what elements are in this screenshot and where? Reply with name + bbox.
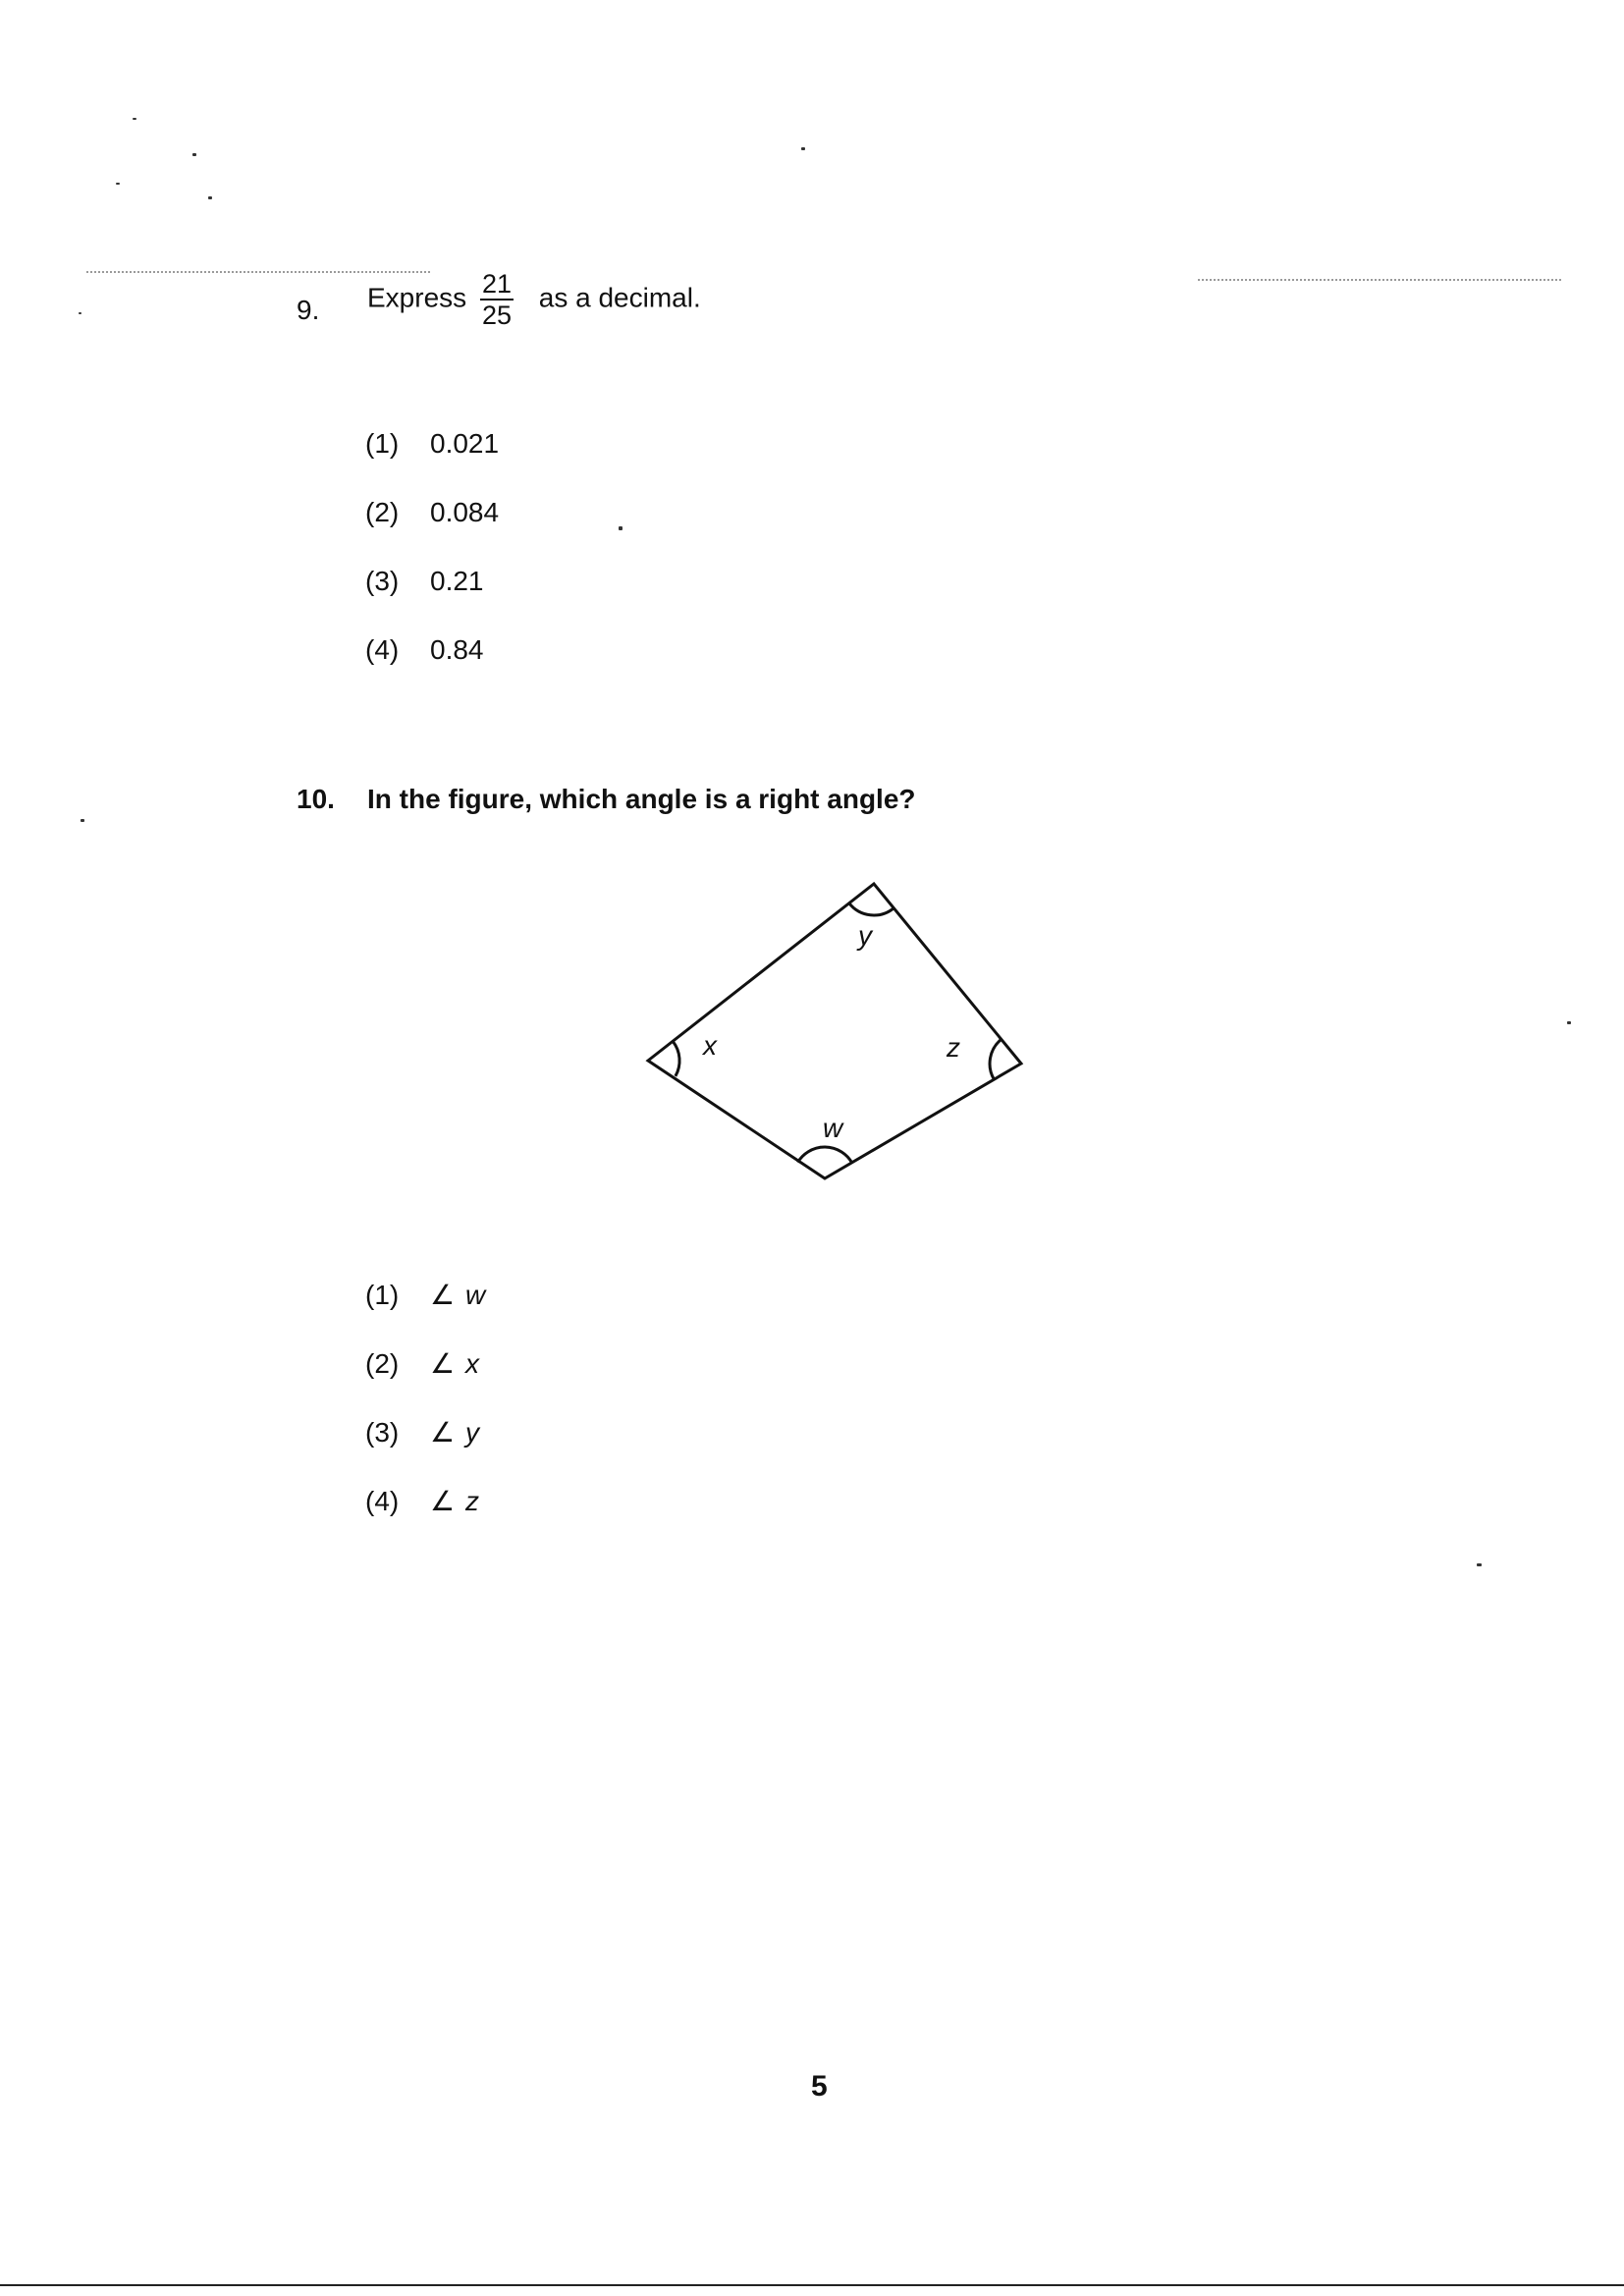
option-value: y [465,1417,479,1448]
option-value: 0.084 [430,497,500,527]
scan-speck [208,196,212,199]
question-10-text: In the figure, which angle is a right angle? [367,784,916,814]
option-label: (1) [365,428,400,459]
option-value: 0.021 [430,428,500,459]
angle-label-x: x [703,1030,717,1061]
scan-speck [81,819,84,822]
angle-icon: ∠ [430,1417,456,1448]
angle-label-w: w [823,1113,843,1143]
question-9-prefix: Express [367,282,467,313]
option-value: 0.21 [430,566,484,596]
q9-option-1[interactable] [365,428,499,460]
scan-speck [192,153,196,156]
option-value: x [465,1348,479,1379]
scan-speck [116,183,120,185]
scan-speck [619,526,623,530]
q9-option-4[interactable] [365,634,484,666]
q9-option-3[interactable] [365,566,484,597]
bottom-rule [0,2284,1624,2286]
fraction-denominator: 25 [481,301,512,330]
quadrilateral-figure [628,864,1041,1198]
angle-icon: ∠ [430,1348,456,1379]
question-9-suffix: as a decimal. [538,282,701,313]
option-label: (1) [365,1280,400,1310]
angle-arc-x [673,1041,679,1076]
angle-arc-z [990,1039,1001,1079]
question-9-number: 9. [297,295,320,325]
q9-option-2[interactable] [365,497,499,528]
scan-speck [133,118,136,120]
option-label: (4) [365,634,400,665]
fraction-numerator: 21 [481,269,512,299]
option-label: (3) [365,1417,400,1448]
scan-speck [79,312,81,314]
option-label: (2) [365,497,400,527]
option-label: (3) [365,566,400,596]
option-label: (4) [365,1486,400,1516]
question-10-number: 10. [297,784,335,814]
angle-arc-w [798,1147,852,1163]
angle-icon: ∠ [430,1486,456,1516]
scan-speck [1567,1021,1571,1024]
q10-option-1[interactable] [365,1279,485,1311]
angle-arc-y [849,903,893,915]
scan-speck [1477,1563,1482,1566]
page-number: 5 [811,2070,828,2103]
scan-strip [1198,279,1561,281]
question-9-text [367,269,701,330]
angle-icon: ∠ [430,1280,456,1310]
q10-option-4[interactable] [365,1485,479,1517]
scan-speck [801,147,805,150]
fraction [480,269,514,330]
option-value: z [465,1486,479,1516]
angle-label-z: z [947,1032,960,1063]
option-value: 0.84 [430,634,484,665]
angle-label-y: y [858,920,872,951]
option-value: w [465,1280,486,1310]
q10-option-3[interactable] [365,1416,479,1449]
q10-option-2[interactable] [365,1347,479,1380]
option-label: (2) [365,1348,400,1379]
